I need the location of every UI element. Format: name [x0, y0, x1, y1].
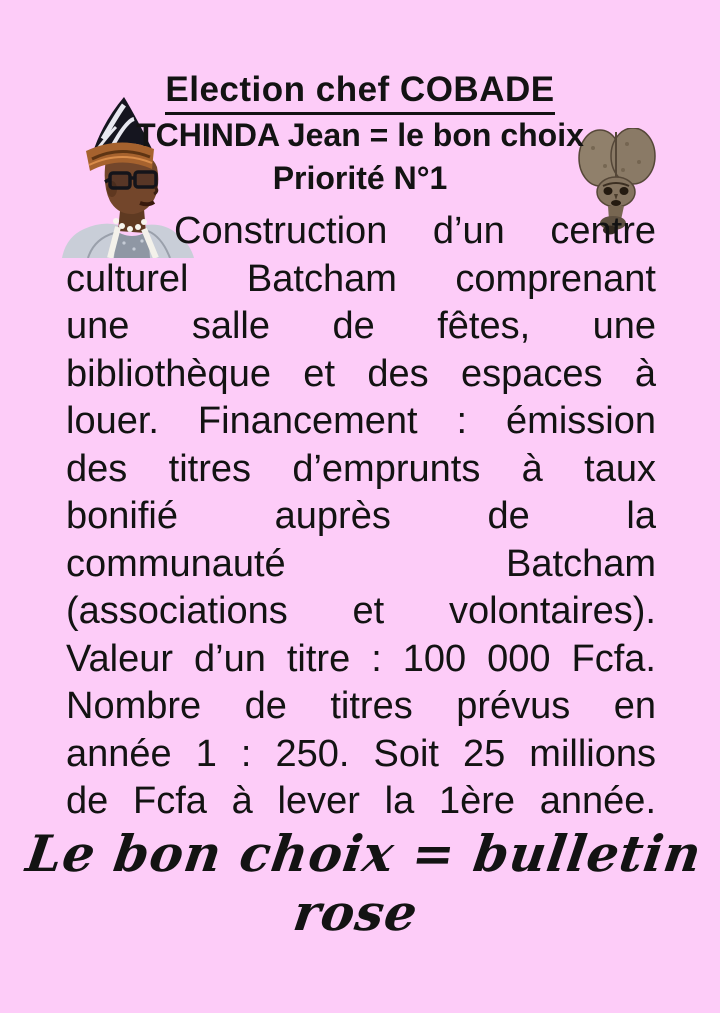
body-line: année 1 : 250. Soit 25 millions: [66, 732, 656, 775]
page-title: [0, 70, 720, 115]
body-line: bonifié auprès de la: [66, 495, 656, 537]
bottom-slogan: Le bon choix = bulletin rose: [22, 824, 706, 942]
body-line: Construction d’un centre: [174, 210, 656, 252]
bottom-border: [0, 1013, 720, 1019]
body-line: de Fcfa à lever la 1ère année.: [66, 780, 656, 822]
page-title-text: Election chef COBADE: [165, 70, 554, 115]
candidate-slogan: TCHINDA Jean = le bon choix: [136, 117, 584, 153]
body-line: louer. Financement : émission: [66, 400, 656, 442]
body-line: bibliothèque et des espaces à: [66, 352, 656, 395]
priority-heading: Priorité N°1: [272, 160, 448, 196]
body-line: des titres d’emprunts à taux: [66, 447, 656, 490]
body-line: (associations et volontaires).: [66, 590, 656, 632]
body-line: Nombre de titres prévus en: [66, 685, 656, 727]
body-line: une salle de fêtes, une: [66, 305, 656, 347]
body-line: culturel Batcham comprenant: [66, 257, 656, 300]
body-paragraph: [66, 208, 656, 826]
body-line: Valeur d’un titre : 100 000 Fcfa.: [66, 637, 656, 680]
body-line: communauté Batcham: [66, 542, 656, 585]
